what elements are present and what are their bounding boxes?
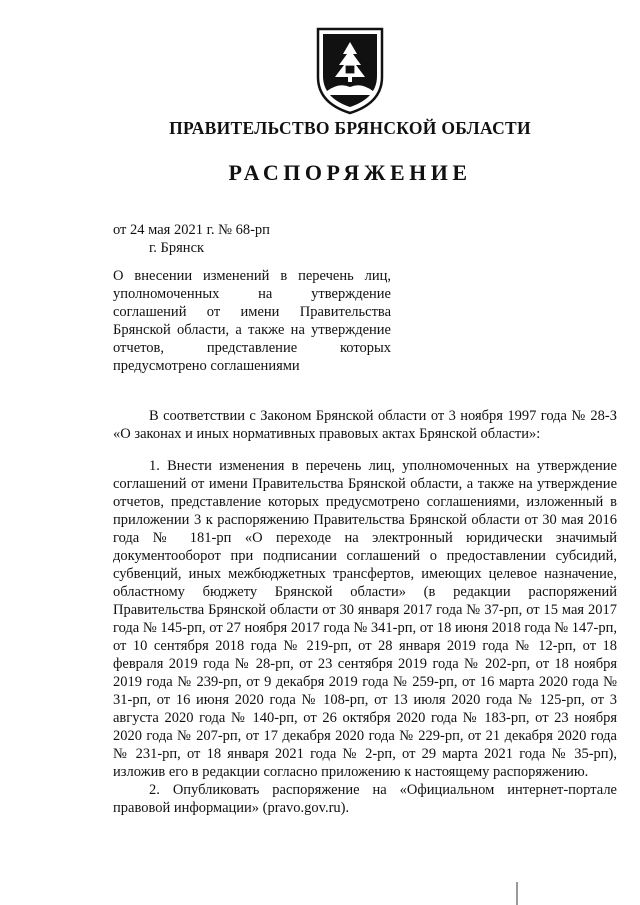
document-type: РАСПОРЯЖЕНИЕ: [228, 160, 472, 185]
preamble-paragraph: В соответствии с Законом Брянской области от 3 ноября 1997 года № 28-З «О законах и иных нормативных правовых актах Брянской области»:: [113, 408, 617, 442]
item-1-paragraph: 1. Внести изменения в перечень лиц, уполномоченных на утверждение соглашений от имени Правительства Брянской области, а также на утверждение отчетов, представление которых предусмотрено соглашениями, изложенный в приложении 3 к распоряжению Правительства Брянской области от 30 мая 2016 года № 181-рп «О переходе на электронный юридически значимый документооборот при подписании соглашений о предоставлении субсидий, субвенций, иных межбюджетных трансфертов, имеющих целевое назначение, областному бюджету Брянской области» (в редакции распоряжений Правительства Брянской области от 30 января 2017 года № 37-рп, от 15 мая 2017 года № 145-рп, от 27 ноября 2017 года № 341-рп, от 18 июня 2018 года № 147-рп, от 10 сентября 2018 года № 219-рп, от 28 января 2019 года № 12-рп, от 18 февраля 2019 года № 28-рп, от 23 сентября 2019 года № 202-рп, от 18 ноября 2019 года № 239-рп, от 9 декабря 2019 года № 259-рп, от 16 марта 2020 года № 31-рп, от 16 июня 2020 года № 108-рп, от 13 июля 2020 года № 125-рп, от 3 августа 2020 года № 140-рп, от 26 октября 2020 года № 183-рп, от 23 ноября 2020 года № 207-рп, от 17 декабря 2020 года № 229-рп, от 21 декабря 2020 года № 231-рп, от 18 января 2021 года № 2-рп, от 29 марта 2021 года № 35-рп), изложив его в редакции согласно приложению к настоящему распоряжению.: [113, 458, 617, 780]
scan-artifact-line: [516, 882, 518, 905]
document-subject: О внесении изменений в перечень лиц, уполномоченных на утверждение соглашений от имени Правительства Брянской области, а также на утверждение отчетов, представление которых предусмотрено соглашениями: [113, 268, 391, 374]
document-date-number: от 24 мая 2021 г. № 68-рп: [113, 222, 270, 238]
item-2-paragraph: 2. Опубликовать распоряжение на «Официальном интернет-портале правовой информации» (pravo.gov.ru).: [113, 782, 617, 816]
coat-of-arms-icon: [313, 25, 387, 115]
document-city: г. Брянск: [149, 240, 205, 256]
government-title: ПРАВИТЕЛЬСТВО БРЯНСКОЙ ОБЛАСТИ: [169, 118, 531, 138]
document-body: [113, 407, 617, 817]
